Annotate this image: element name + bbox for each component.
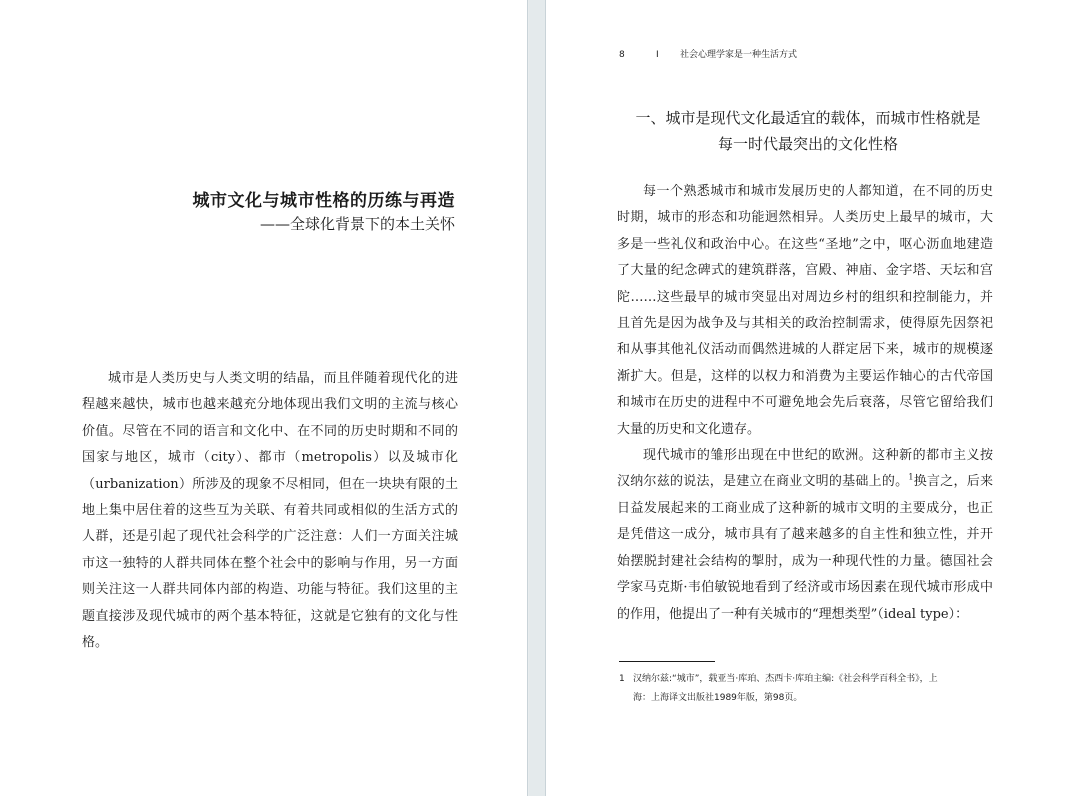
page-gutter [529,0,545,796]
section-heading-line-2: 每一时代最突出的文化性格 [717,135,898,153]
section-heading [608,105,1008,157]
intro-paragraph: 城市是人类历史与人类文明的结晶，而且伴随着现代化的进程越来越快，城市也越来越充分地体现出我们文明的主流与核心价值。尽管在不同的语言和文化中、在不同的历史时期和不同的国家与地区，城市（city）、都市（metropolis）以及城市化（urbanization）所涉及的现象不尽相同，但在一块块有限的土地上集中居住着的这些互为关联、有着共同或相似的生活方式的人群，还是引起了现代社会科学的广泛注意：人们一方面关注城市这一独特的人群共同体在整个社会中的影响与作用，另一方面则关注这一人群共同体内部的构造、功能与特征。我们这里的主题直接涉及现代城市的两个基本特征，这就是它独有的文化与性格。 [82,371,458,651]
right-page [545,0,1076,796]
body-paragraph-2 [617,443,993,628]
body-text [617,179,993,628]
section-heading-line-1: 一、城市是现代文化最适宜的载体，而城市性格就是 [635,109,981,127]
running-header [619,47,797,60]
footnote-line-2: 海：上海译文出版社1989年版，第98页。 [633,693,803,703]
body-paragraph-1: 每一个熟悉城市和城市发展历史的人都知道，在不同的历史时期，城市的形态和功能迥然相异。人类历史上最早的城市，大多是一些礼仪和政治中心。在这些“圣地”之中，呕心沥血地建造了大量的纪念碑式的建筑群落，宫殿、神庙、金字塔、天坛和宫陀……这些最早的城市突显出对周边乡村的组织和控制能力，并且首先是因为战争及与其相关的政治控制需求，使得原先因祭祀和从事其他礼仪活动而偶然进城的人群定居下来，城市的规模逐渐扩大。但是，这样的以权力和消费为主要运作轴心的古代帝国和城市在历史的进程中不可避免地会先后衰落，尽管它留给我们大量的历史和文化遗存。 [617,184,993,437]
header-separator: I [656,50,659,60]
chapter-title: 城市文化与城市性格的历练与再造 [192,191,455,211]
footnote-rule [619,661,715,662]
page-number: 8 [619,50,625,60]
intro-paragraph-block [82,366,458,656]
para2-text-after: 换言之，后来日益发展起来的工商业成了这种新的城市文明的主要成分，也正是凭借这一成分，城市具有了越来越多的自主性和独立性，并开始摆脱封建社会结构的掣肘，成为一种现代性的力量。德国社会学家马克斯·韦伯敏锐地看到了经济或市场因素在现代城市形成中的作用，他提出了一种有关城市的“理想类型”（ideal type）： [617,474,993,622]
left-page [0,0,528,796]
footnote-line-1: 汉纳尔兹:“城市”，载亚当·库珀、杰西卡·库珀主编:《社会科学百科全书》，上 [633,674,938,684]
para2-text-before: 现代城市的雏形出现在中世纪的欧洲。这种新的都市主义按汉纳尔兹的说法，是建立在商业文明的基础上的。 [617,448,993,490]
footnote-number: 1 [619,674,625,684]
running-header-title: 社会心理学家是一种生活方式 [680,50,798,60]
footnote-marker[interactable]: 1 [908,473,914,483]
chapter-subtitle: ——全球化背景下的本土关怀 [259,215,455,233]
footnote [619,670,995,708]
